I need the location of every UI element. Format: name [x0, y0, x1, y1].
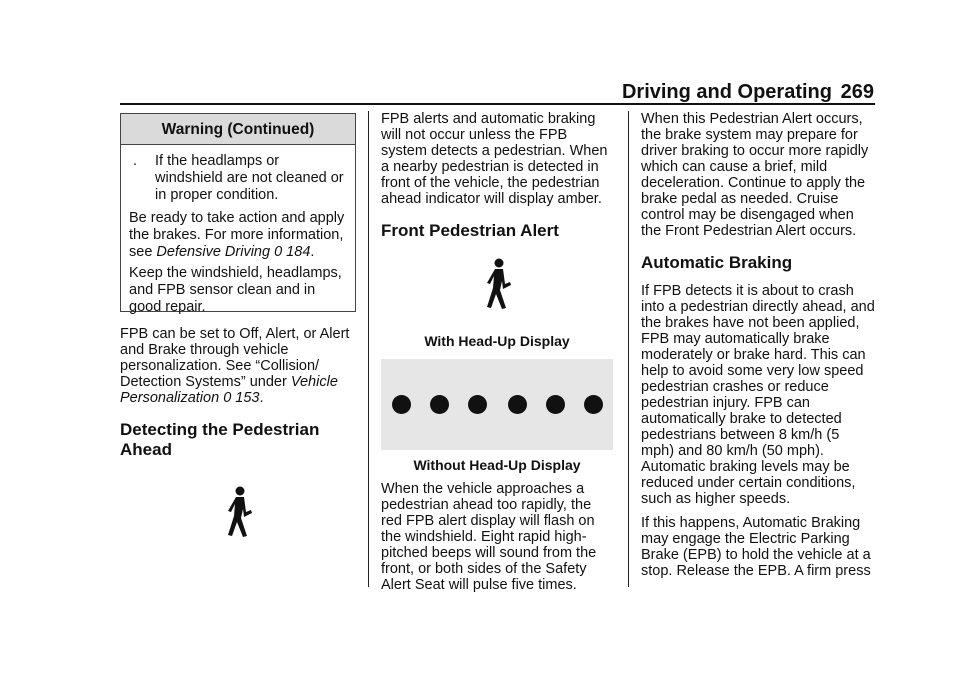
alert-dot-icon: [584, 395, 603, 414]
alert-dot-icon: [508, 395, 527, 414]
column-2-lower: [381, 481, 613, 601]
column-2: [381, 111, 613, 251]
warning-text-end: .: [310, 244, 315, 260]
column-3: [641, 111, 876, 587]
col2-paragraph-1: FPB alerts and automatic braking will not occur unless the FPB system detects a pedestrian. When a nearby pedestrian is detected in front of the vehicle, the pedestrian ahead indicator will display amber.: [381, 111, 608, 207]
page-reference[interactable]: 0 184: [274, 244, 311, 260]
col2-paragraph-2: When the vehicle approaches a pedestrian ahead too rapidly, the red FPB alert display will flash on the windshield. Eight rapid high-pitched beeps will sound from the front, or both sides of the Safety Alert Seat will pulse five times.: [381, 481, 597, 593]
warning-bullet: [133, 153, 347, 204]
alert-dot-icon: [546, 395, 565, 414]
col3-paragraph-3: If this happens, Automatic Braking may engage the Electric Parking Brake (EPB) to hold the vehicle at a stop. Release the EPB. A firm press: [641, 515, 871, 579]
detecting-pedestrian-heading: Detecting the Pedestrian Ahead: [120, 420, 320, 459]
col1-paragraph: [120, 326, 355, 406]
page-reference[interactable]: 0 153: [223, 390, 260, 406]
section-title: Driving and Operating: [621, 81, 832, 103]
automatic-braking-heading: Automatic Braking: [641, 253, 793, 272]
alert-dot-icon: [430, 395, 449, 414]
column-1: [120, 310, 355, 470]
defensive-driving-link[interactable]: Defensive Driving: [156, 244, 271, 260]
header-divider: [120, 103, 875, 105]
warning-title: Warning (Continued): [121, 114, 355, 145]
column-divider: [628, 111, 629, 587]
alert-dot-icon: [468, 395, 487, 414]
col3-paragraph-2: If FPB detects it is about to crash into a pedestrian directly ahead, and the brakes have not been applied, FPB may automatically brake moderately or brake hard. This can help to avoid some very low speed pedestrian crashes or reduce pedestrian injury. FPB can automatically brake to detected pedestrians between 8 km/h (5 mph) and 80 km/h (50 mph). Automatic braking levels may be reduced under certain conditions, such as higher speeds.: [641, 283, 875, 507]
vehicle-personalization-link[interactable]: Vehicle Personalization: [120, 374, 338, 406]
column-divider: [368, 111, 369, 587]
caption-without-hud: Without Head-Up Display: [413, 457, 581, 473]
col1-text: FPB can be set to Off, Alert, or Alert and Brake through vehicle personalization. See “Collision/ Detection Systems” under: [120, 326, 350, 390]
pedestrian-icon: [222, 486, 256, 538]
warning-paragraph-2: Keep the windshield, headlamps, and FPB sensor clean and in good repair.: [129, 265, 342, 315]
warning-text: Be ready to take action and apply the brakes. For more information, see: [129, 210, 345, 260]
bullet-symbol: .: [133, 153, 138, 169]
col1-text-end: .: [259, 390, 264, 406]
col3-paragraph-1: When this Pedestrian Alert occurs, the brake system may prepare for driver braking to occur more rapidly which can cause a brief, mild deceleration. Continue to apply the brake pedal as needed. Cruise control may be disengaged when the Front Pedestrian Alert occurs.: [641, 111, 869, 239]
warning-paragraph-1: [129, 210, 347, 261]
warning-body: [121, 145, 355, 316]
bullet-text: If the headlamps or windshield are not cleaned or in proper condition.: [155, 153, 344, 203]
alert-dot-icon: [392, 395, 411, 414]
page-number: 269: [840, 81, 874, 103]
alert-dots-display: [381, 359, 613, 450]
pedestrian-icon: [481, 258, 515, 310]
warning-box: [120, 113, 356, 315]
front-pedestrian-alert-heading: Front Pedestrian Alert: [381, 221, 559, 240]
caption-with-hud: With Head-Up Display: [424, 333, 570, 349]
